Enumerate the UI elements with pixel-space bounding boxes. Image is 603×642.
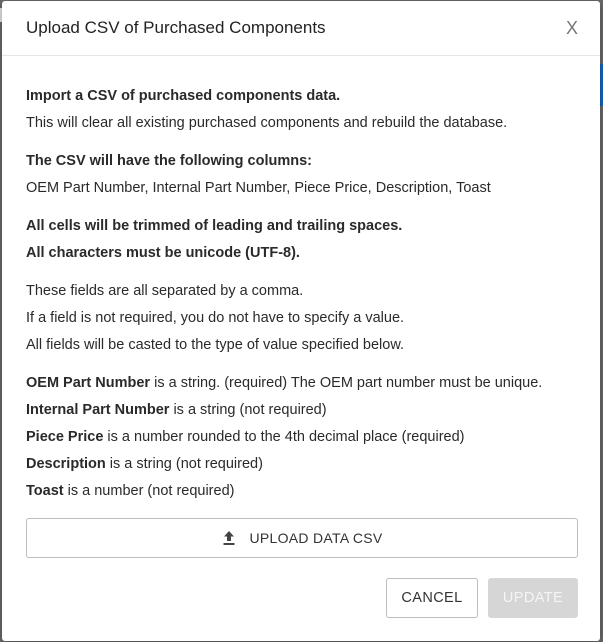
columns-heading: The CSV will have the following columns:: [26, 153, 312, 169]
field-description: is a string. (required) The OEM part number must be unique.: [150, 375, 543, 391]
cast-note: All fields will be casted to the type of value specified below.: [26, 337, 405, 353]
unicode-note: All characters must be unicode (UTF-8).: [26, 245, 300, 261]
dialog-body: [2, 56, 600, 505]
field-description: is a string (not required): [105, 456, 263, 472]
field-description: is a number (not required): [63, 483, 235, 499]
upload-data-csv-button[interactable]: [26, 518, 578, 558]
dialog-header: [2, 1, 600, 56]
close-button[interactable]: X: [562, 17, 582, 39]
intro-text: This will clear all existing purchased components and rebuild the database.: [26, 115, 508, 131]
upload-csv-dialog: [2, 1, 600, 641]
field-name: Piece Price: [26, 429, 104, 445]
field-definition: [26, 478, 576, 505]
cancel-button[interactable]: CANCEL: [386, 578, 478, 618]
field-rules-section: [26, 278, 576, 359]
format-notes-section: [26, 213, 576, 267]
trim-note: All cells will be trimmed of leading and trailing spaces.: [26, 218, 403, 234]
field-definition: [26, 370, 576, 397]
field-name: Description: [26, 456, 106, 472]
required-note: If a field is not required, you do not have to specify a value.: [26, 310, 405, 326]
field-definition: [26, 451, 576, 478]
update-button[interactable]: UPDATE: [488, 578, 578, 618]
dialog-title: Upload CSV of Purchased Components: [26, 18, 326, 37]
comma-note: These fields are all separated by a comma.: [26, 283, 304, 299]
field-name: OEM Part Number: [26, 375, 151, 391]
columns-list: OEM Part Number, Internal Part Number, Piece Price, Description, Toast: [26, 180, 491, 196]
field-name: Internal Part Number: [26, 402, 170, 418]
columns-section: [26, 148, 576, 202]
field-definitions: [26, 370, 576, 505]
field-definition: [26, 424, 576, 451]
field-name: Toast: [26, 483, 64, 499]
field-description: is a number rounded to the 4th decimal place (required): [103, 429, 465, 445]
upload-icon: [221, 530, 237, 546]
intro-heading: Import a CSV of purchased components data.: [26, 88, 341, 104]
intro-section: [26, 83, 576, 137]
field-description: is a string (not required): [169, 402, 327, 418]
upload-button-label: UPLOAD DATA CSV: [249, 530, 383, 546]
field-definition: [26, 397, 576, 424]
